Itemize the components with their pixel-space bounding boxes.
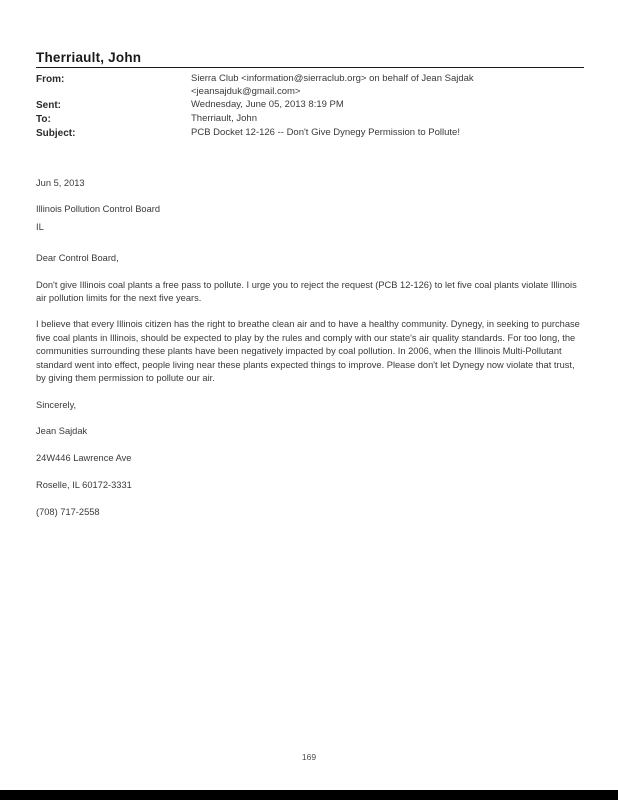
header-row-from	[36, 73, 584, 98]
signature-address-line2: Roselle, IL 60172-3331	[36, 480, 132, 491]
header-row-sent	[36, 99, 584, 112]
header-divider	[36, 67, 584, 68]
document-content	[36, 50, 584, 533]
header-row-subject	[36, 127, 584, 140]
letter-paragraph-2: I believe that every Illinois citizen has the right to breathe clean air and to have a healthy community. Dynegy, in seeking to purchase five coal plants in Illinois, should be expected to play by the rules and comply with our state's air quality standards. For too long, the communities surrounding these plants have been negatively impacted by coal pollution. In 2006, when the Illinois Multi-Pollutant standard went into effect, people living near these plants expected things to improve. Please don't let Dynegy now violate that trust, by giving them permission to pollute our air.	[36, 319, 580, 384]
signature-phone: (708) 717-2558	[36, 507, 100, 518]
letter-closing: Sincerely,	[36, 399, 77, 410]
header-row-to	[36, 113, 584, 126]
header-value-sent: Wednesday, June 05, 2013 8:19 PM	[191, 99, 344, 111]
letter-addressee-line2: IL	[36, 221, 44, 232]
letter-salutation: Dear Control Board,	[36, 253, 119, 264]
signature-name: Jean Sajdak	[36, 426, 88, 437]
header-label-subject: Subject:	[36, 128, 76, 140]
header-value-from-line2: <jeansajduk@gmail.com>	[191, 85, 301, 97]
letter-date: Jun 5, 2013	[36, 177, 85, 188]
page-bottom-edge	[0, 790, 618, 800]
header-value-to: Therriault, John	[191, 113, 258, 125]
header-label-sent: Sent:	[36, 100, 61, 112]
header-label-to: To:	[36, 114, 51, 126]
email-header-block	[36, 73, 584, 141]
letter-body	[36, 177, 584, 520]
page-title: Therriault, John	[36, 50, 142, 65]
page-number: 169	[301, 752, 317, 762]
header-value-from	[191, 73, 584, 98]
header-label-from: From:	[36, 74, 65, 85]
header-value-subject: PCB Docket 12-126 -- Don't Give Dynegy Permission to Pollute!	[191, 127, 460, 139]
signature-address-line1: 24W446 Lawrence Ave	[36, 453, 132, 464]
letter-addressee-line1: Illinois Pollution Control Board	[36, 204, 161, 215]
letter-paragraph-1: Don't give Illinois coal plants a free pass to pollute. I urge you to reject the request (PCB 12-126) to let five coal plants violate Illinois air pollution limits for the next five years.	[36, 279, 577, 303]
header-value-from-line1: Sierra Club <information@sierraclub.org> on behalf of Jean Sajdak	[191, 73, 474, 84]
